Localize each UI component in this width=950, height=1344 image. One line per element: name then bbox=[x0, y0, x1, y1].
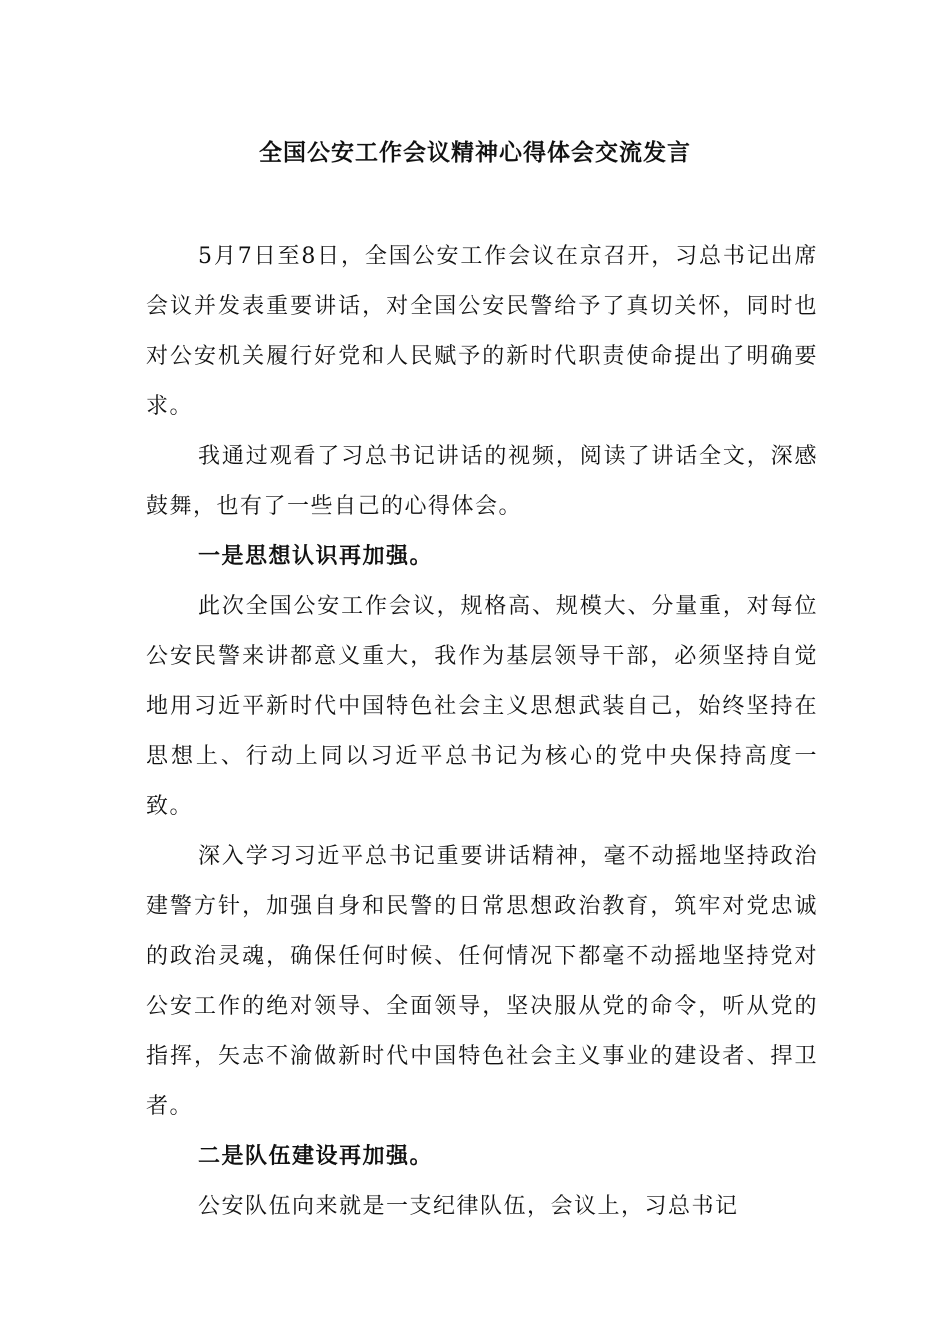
paragraph-impression: 我通过观看了习总书记讲话的视频，阅读了讲话全文，深感鼓舞，也有了一些自己的心得体会。 bbox=[146, 444, 818, 519]
section-heading-thought: 一是思想认识再加强。 bbox=[198, 544, 434, 569]
paragraph-team-1: 公安队伍向来就是一支纪律队伍，会议上，习总书记 bbox=[198, 1194, 739, 1219]
paragraph-thought-1: 此次全国公安工作会议，规格高、规模大、分量重，对每位公安民警来讲都意义重大，我作为基层领导干部，必须坚持自觉地用习近平新时代中国特色社会主义思想武装自己，始终坚持在思想上、行动上同以习近平总书记为核心的党中央保持高度一致。 bbox=[146, 594, 818, 819]
document-title: 全国公安工作会议精神心得体会交流发言 bbox=[259, 140, 691, 166]
paragraph-intro: 5月7日至8日，全国公安工作会议在京召开，习总书记出席会议并发表重要讲话，对全国公安民警给予了真切关怀，同时也对公安机关履行好党和人民赋予的新时代职责使命提出了明确要求。 bbox=[146, 244, 818, 419]
paragraph-thought-2: 深入学习习近平总书记重要讲话精神，毫不动摇地坚持政治建警方针，加强自身和民警的日常思想政治教育，筑牢对党忠诚的政治灵魂，确保任何时候、任何情况下都毫不动摇地坚持党对公安工作的绝对领导、全面领导，坚决服从党的命令，听从党的指挥，矢志不渝做新时代中国特色社会主义事业的建设者、捍卫者。 bbox=[146, 844, 818, 1119]
section-heading-team: 二是队伍建设再加强。 bbox=[198, 1144, 434, 1169]
document-body bbox=[146, 232, 818, 1232]
